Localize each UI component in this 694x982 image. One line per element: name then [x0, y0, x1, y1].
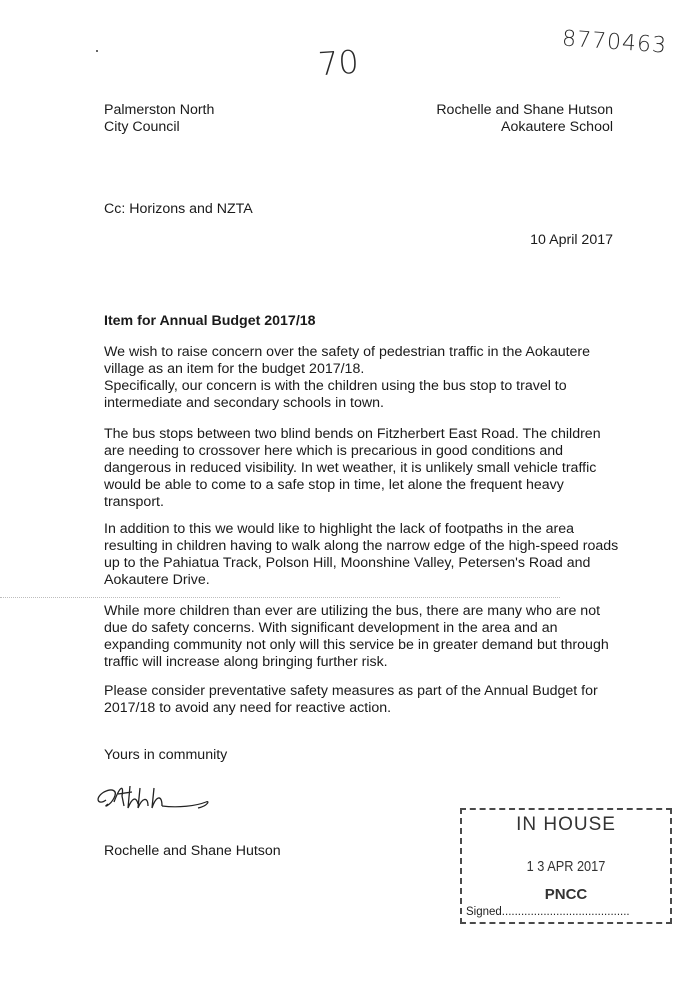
body-paragraph-2: Specifically, our concern is with the children using the bus stop to travel to intermediate and secondary schools in town.	[104, 378, 567, 411]
stamp-org: PNCC	[544, 886, 588, 903]
stamp-signed-line: Signed........................................	[466, 906, 630, 918]
stamp-date: 1 3 APR 2017	[526, 858, 606, 875]
signatory-name: Rochelle and Shane Hutson	[104, 843, 281, 859]
closing-line: Yours in community	[104, 747, 228, 763]
body-paragraph-6: Please consider preventative safety measures as part of the Annual Budget for 2017/18 to avoid any need for reactive action.	[104, 683, 598, 716]
body-paragraph-4: In addition to this we would like to highlight the lack of footpaths in the area resulting in children having to walk along the narrow edge of the high-speed roads up to the Pahiatua Track, Polson Hill, Moonshine Valley, Petersen's Road and Aokautere Drive.	[104, 521, 619, 588]
subject-heading: Item for Annual Budget 2017/18	[104, 313, 316, 329]
body-paragraph-5: While more children than ever are utilizing the bus, there are many who are not due do safety concerns. With significant development in the area and an expanding community not only will this service be in greater demand but through traffic will increase along bringing further risk.	[104, 603, 609, 670]
handwritten-signature	[88, 780, 218, 820]
recipient-line-1: Palmerston North	[104, 102, 215, 118]
speck-mark	[96, 50, 98, 52]
handwritten-folio-number: 70	[316, 42, 360, 84]
sender-line-1: Rochelle and Shane Hutson	[436, 102, 613, 118]
body-paragraph-1: We wish to raise concern over the safety of pedestrian traffic in the Aokautere village as an item for the budget 2017/18.	[104, 344, 591, 377]
sender-block	[436, 102, 613, 136]
scan-streak	[0, 597, 560, 598]
cc-line: Cc: Horizons and NZTA	[104, 201, 253, 217]
recipient-line-2: City Council	[104, 119, 180, 135]
recipient-block	[104, 102, 214, 136]
body-paragraph-3: The bus stops between two blind bends on Fitzherbert East Road. The children are needing to crossover here which is precarious in good conditions and dangerous in reduced visibility. In wet weather, it is unlikely small vehicle traffic would be able to come to a safe stop in time, let alone the frequent heavy transport.	[104, 426, 601, 510]
in-house-stamp	[460, 808, 672, 924]
stamp-title: IN HOUSE	[516, 814, 616, 835]
handwritten-ref-number: 8770463	[561, 26, 668, 59]
letter-date: 10 April 2017	[530, 232, 613, 248]
sender-line-2: Aokautere School	[501, 119, 613, 135]
